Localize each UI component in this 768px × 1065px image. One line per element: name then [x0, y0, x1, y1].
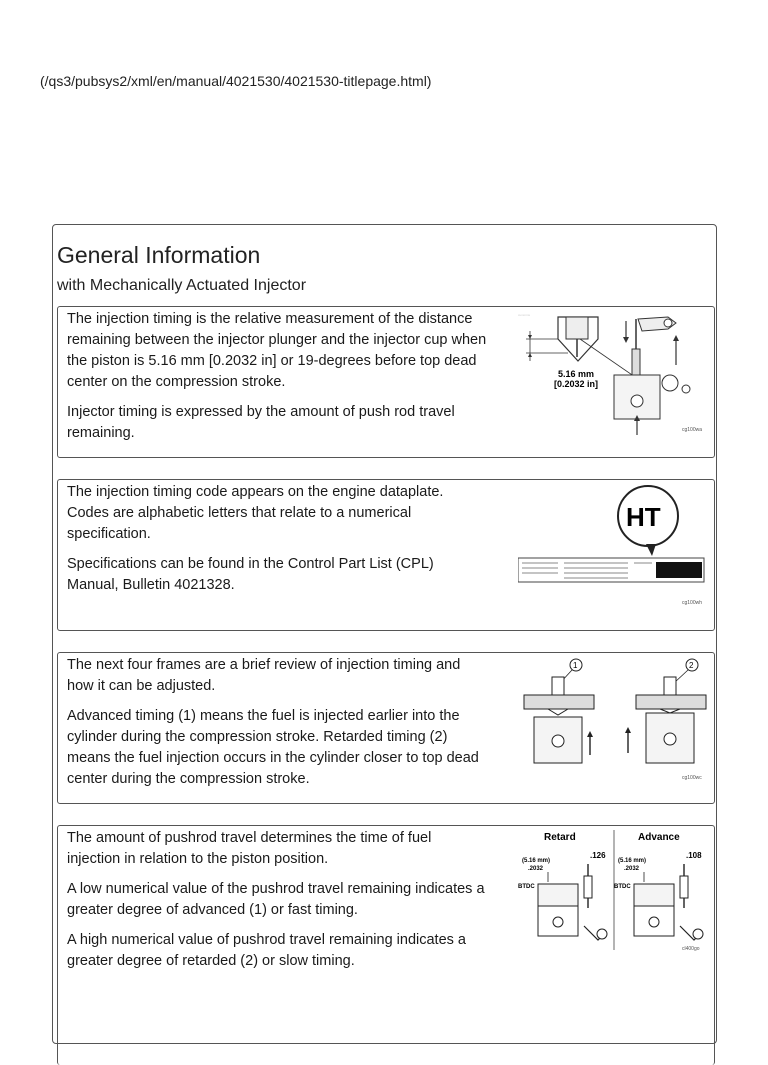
paragraph: A low numerical value of the pushrod travel remaining indicates a greater degree of advanced (1) or fast timing.: [67, 881, 485, 918]
figure-code: cg100wh: [682, 600, 703, 606]
label-mm: 5.16 mm: [558, 369, 595, 379]
svg-text:cummins: cummins: [518, 313, 531, 317]
advanced-retarded-figure: [518, 655, 710, 783]
frame-text: [67, 655, 487, 799]
page-title: General Information: [57, 242, 261, 268]
pushrod-travel-figure: [518, 828, 710, 956]
advance-value: .108: [686, 851, 702, 860]
paragraph: Advanced timing (1) means the fuel is injected earlier into the cylinder during the compression stroke. Retarded timing (2) means the fuel injection occurs in the cylinder closer to top dead center during the compression stroke.: [67, 708, 479, 787]
retard-btdc: BTDC: [518, 884, 535, 890]
injector-measurement-figure: [518, 309, 710, 437]
frame-text: [67, 828, 487, 981]
frame-timing-code: [57, 479, 715, 631]
content-panel: [52, 224, 717, 1044]
paragraph: The amount of pushrod travel determines the time of fuel injection in relation to the piston position.: [67, 830, 432, 867]
dataplate-figure: [518, 482, 710, 610]
paragraph: A high numerical value of pushrod travel remaining indicates a greater degree of retarded (2) or slow timing.: [67, 932, 466, 969]
paragraph: The injection timing code appears on the engine dataplate. Codes are alphabetic letters that relate to a numerical specification.: [67, 484, 444, 542]
retard-value: .126: [590, 851, 606, 860]
callout-ht: HT: [626, 502, 661, 532]
figure-code: cg100wc: [682, 775, 702, 781]
page-url[interactable]: (/qs3/pubsys2/xml/en/manual/4021530/4021530-titlepage.html): [40, 73, 432, 89]
paragraph: The injection timing is the relative measurement of the distance remaining between the injector plunger and the injector cup when the piston is 5.16 mm [0.2032 in] or 19-degrees before top dead center on the compression stroke.: [67, 311, 487, 390]
frame-pushrod-travel: [57, 825, 715, 1065]
figure-code: cl400go: [682, 946, 700, 952]
advance-mm: (5.16 mm): [618, 858, 647, 864]
frame-timing-review: [57, 652, 715, 804]
frame-text: [67, 482, 487, 605]
paragraph: Injector timing is expressed by the amount of push rod travel remaining.: [67, 404, 455, 441]
retard-in: .2032: [528, 866, 544, 872]
callout-2: 2: [689, 661, 694, 670]
page-subtitle: with Mechanically Actuated Injector: [57, 277, 307, 294]
advance-in: .2032: [624, 866, 640, 872]
label-in: [0.2032 in]: [554, 379, 599, 389]
retard-mm: (5.16 mm): [522, 858, 551, 864]
frame-injection-timing: [57, 306, 715, 458]
paragraph: The next four frames are a brief review of injection timing and how it can be adjusted.: [67, 657, 461, 694]
advance-btdc: BTDC: [614, 884, 631, 890]
advance-label: Advance: [638, 832, 680, 843]
paragraph: Specifications can be found in the Control Part List (CPL) Manual, Bulletin 4021328.: [67, 556, 434, 593]
frame-text: [67, 309, 487, 453]
callout-1: 1: [573, 661, 578, 670]
retard-label: Retard: [544, 832, 576, 843]
figure-code: cg100wa: [682, 427, 703, 433]
